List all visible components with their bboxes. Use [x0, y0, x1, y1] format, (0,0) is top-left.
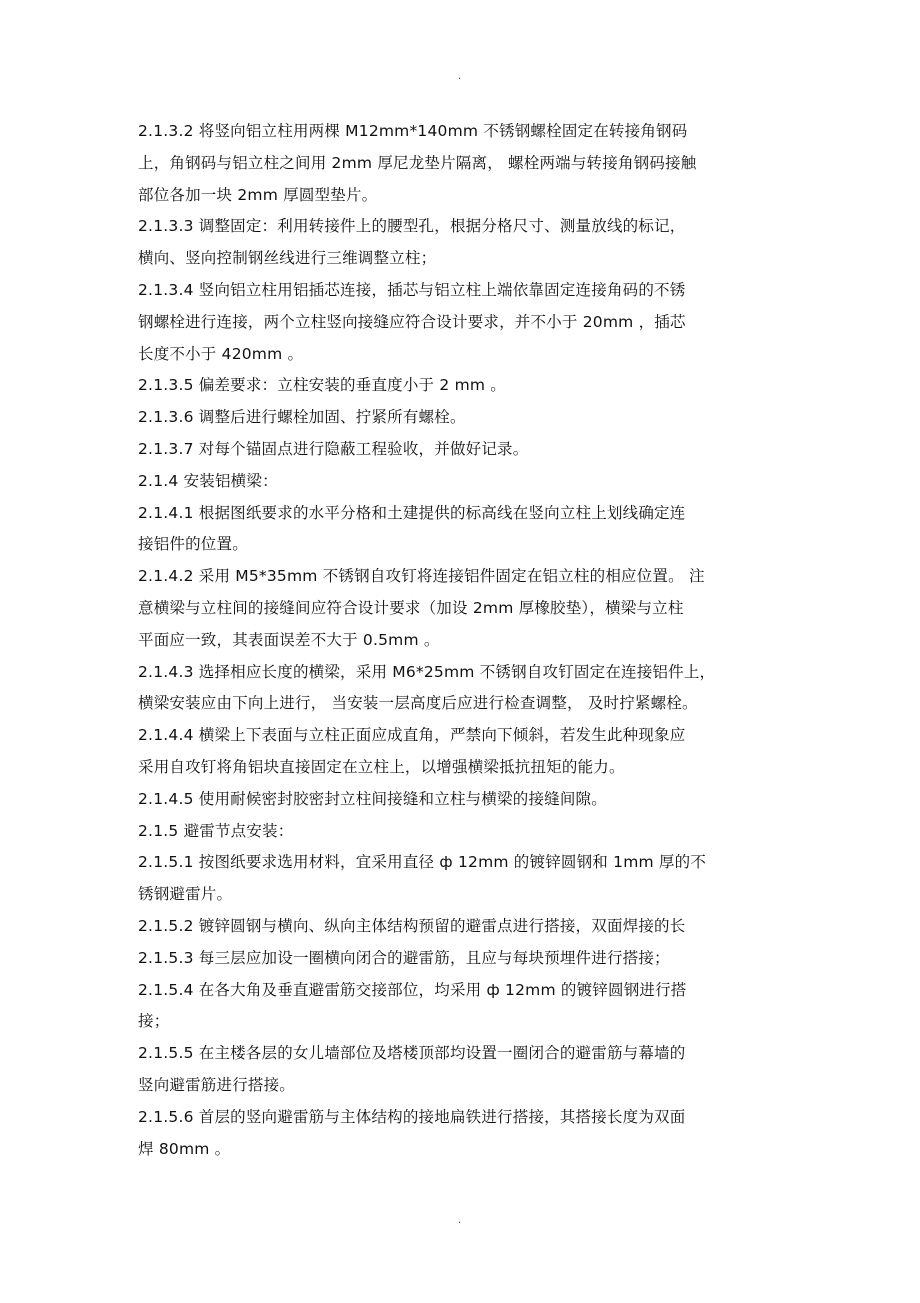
text-line: 横向、竖向控制钢丝线进行三维调整立柱；: [138, 249, 437, 268]
bottom-dot-mark: .: [458, 1215, 462, 1226]
text-line: 2.1.4 安装铝横梁：: [138, 471, 278, 490]
text-line: 2.1.4.1 根据图纸要求的水平分格和土建提供的标高线在竖向立柱上划线确定连: [138, 503, 686, 522]
text-line: 2.1.4.2 采用 M5*35mm 不锈钢自攻钉将连接铝件固定在铝立柱的相应位置。 注: [138, 567, 705, 586]
text-line: 接铝件的位置。: [138, 535, 248, 554]
text-line: 2.1.4.3 选择相应长度的横梁，采用 M6*25mm 不锈钢自攻钉固定在连接铝件上，: [138, 662, 716, 681]
text-line: 2.1.5.6 首层的竖向避雷筋与主体结构的接地扁铁进行搭接，其搭接长度为双面: [138, 1107, 686, 1126]
text-line: 钢螺栓进行连接，两个立柱竖向接缝应符合设计要求，并不小于 20mm ，插芯: [138, 312, 686, 331]
text-line: 2.1.3.4 竖向铝立柱用铝插芯连接，插芯与铝立柱上端依靠固定连接角码的不锈: [138, 280, 686, 299]
text-line: 上，角钢码与铝立柱之间用 2mm 厚尼龙垫片隔离， 螺栓两端与转接角钢码接触: [138, 153, 697, 172]
text-line: 采用自攻钉将角铝块直接固定在立柱上，以增强横梁抵抗扭矩的能力。: [138, 757, 625, 776]
text-line: 2.1.4.4 横梁上下表面与立柱正面应成直角，严禁向下倾斜，若发生此种现象应: [138, 726, 686, 745]
text-line: 2.1.5 避雷节点安装：: [138, 821, 294, 840]
text-line: 2.1.3.7 对每个锚固点进行隐蔽工程验收，并做好记录。: [138, 439, 529, 458]
text-line: 部位各加一块 2mm 厚圆型垫片。: [138, 185, 378, 204]
text-line: 接；: [138, 1012, 170, 1031]
text-line: 焊 80mm 。: [138, 1139, 231, 1158]
text-line: 长度不小于 420mm 。: [138, 344, 304, 363]
text-line: 2.1.5.5 在主楼各层的女儿墙部位及塔楼顶部均设置一圈闭合的避雷筋与幕墙的: [138, 1044, 686, 1063]
text-line: 2.1.3.3 调整固定：利用转接件上的腰型孔，根据分格尺寸、测量放线的标记，: [138, 217, 686, 236]
text-line: 2.1.5.2 镀锌圆钢与横向、纵向主体结构预留的避雷点进行搭接，双面焊接的长: [138, 916, 686, 935]
document-body: [138, 116, 788, 1165]
text-line: 2.1.3.6 调整后进行螺栓加固、拧紧所有螺栓。: [138, 408, 466, 427]
text-line: 横梁安装应由下向上进行， 当安装一层高度后应进行检查调整， 及时拧紧螺栓。: [138, 694, 698, 713]
text-line: 锈钢避雷片。: [138, 885, 233, 904]
text-line: 平面应一致，其表面误差不大于 0.5mm 。: [138, 630, 440, 649]
text-line: 2.1.3.5 偏差要求：立柱安装的垂直度小于 2 mm 。: [138, 376, 506, 395]
text-line: 2.1.4.5 使用耐候密封胶密封立柱间接缝和立柱与横梁的接缝间隙。: [138, 789, 607, 808]
text-line: 2.1.5.1 按图纸要求选用材料，宜采用直径 ф 12mm 的镀锌圆钢和 1mm 厚的不: [138, 853, 707, 872]
text-line: 2.1.3.2 将竖向铝立柱用两棵 M12mm*140mm 不锈钢螺栓固定在转接角钢码: [138, 122, 688, 140]
text-line: 2.1.5.3 每三层应加设一圈横向闭合的避雷筋，且应与每块预埋件进行搭接；: [138, 948, 670, 967]
text-line: 竖向避雷筋进行搭接。: [138, 1075, 296, 1094]
text-line: 意横梁与立柱间的接缝间应符合设计要求（加设 2mm 厚橡胶垫），横梁与立柱: [138, 598, 684, 617]
text-line: 2.1.5.4 在各大角及垂直避雷筋交接部位，均采用 ф 12mm 的镀锌圆钢进行搭: [138, 980, 687, 999]
top-dot-mark: .: [458, 71, 462, 82]
